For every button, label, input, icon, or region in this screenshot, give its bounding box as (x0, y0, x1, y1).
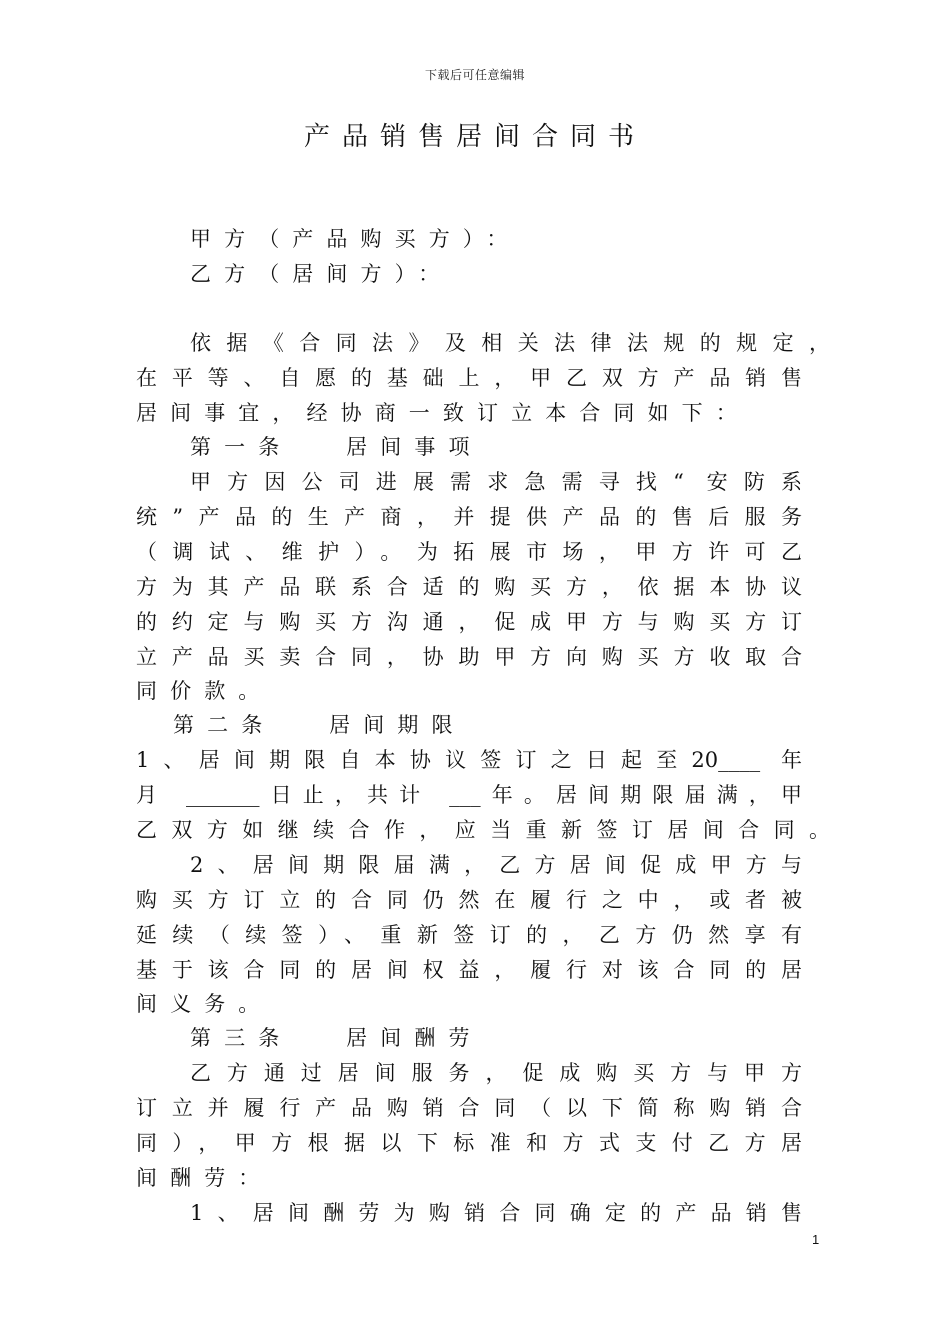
body-line: 购买方订立的合同仍然在履行之中，或者被 (136, 888, 802, 912)
body-line: 居间事宜，经协商一致订立本合同如下： (136, 401, 750, 425)
body-line: 基于该合同的居间权益，履行对该合同的居 (136, 958, 802, 982)
body-line: 的约定与购买方沟通，促成甲方与购买方订 (136, 610, 802, 634)
body-line: 月 _______日止，共计 ___年。居间期限届满，甲 (136, 783, 802, 807)
body-line: 2、居间期限届满，乙方居间促成甲方与 (190, 853, 802, 877)
body-line: 依据《合同法》及相关法律法规的规定， (190, 331, 830, 355)
article-heading: 第二条 居间期限 (173, 713, 466, 737)
body-line: 乙方通过居间服务，促成购买方与甲方 (190, 1061, 802, 1085)
body-line: 间酬劳： (136, 1166, 273, 1190)
party-b-line: 乙方（居间方）： (190, 262, 453, 286)
body-line: 乙双方如继续合作，应当重新签订居间合同。 (136, 818, 830, 842)
body-line: （调试、维护）。为拓展市场，甲方许可乙 (136, 540, 802, 564)
article-heading: 第一条 居间事项 (190, 435, 483, 459)
body-line: 同），甲方根据以下标准和方式支付乙方居 (136, 1131, 802, 1155)
body-line: 延续（续签）、重新签订的，乙方仍然享有 (136, 923, 802, 947)
party-a-line: 甲方（产品购买方）： (190, 227, 521, 251)
page-number: 1 (812, 1232, 820, 1247)
article-heading: 第三条 居间酬劳 (190, 1026, 483, 1050)
body-line: 方为其产品联系合适的购买方，依据本协议 (136, 575, 802, 599)
body-line: 立产品买卖合同，协助甲方向购买方收取合 (136, 645, 802, 669)
body-line: 同价款。 (136, 679, 273, 703)
document-title: 产品销售居间合同书 (303, 122, 646, 152)
body-line: 1、居间期限自本协议签订之日起至20____ 年 (136, 748, 802, 772)
body-line: 间义务。 (136, 992, 273, 1016)
body-line: 统”产品的生产商，并提供产品的售后服务 (136, 505, 802, 529)
header-note: 下载后可任意编辑 (424, 68, 525, 82)
body-line: 1、居间酬劳为购销合同确定的产品销售 (190, 1201, 802, 1225)
body-line: 在平等、自愿的基础上，甲乙双方产品销售 (136, 366, 802, 390)
body-line: 订立并履行产品购销合同（以下简称购销合 (136, 1096, 802, 1120)
body-line: 甲方因公司进展需求急需寻找“ 安防系 (190, 470, 802, 494)
